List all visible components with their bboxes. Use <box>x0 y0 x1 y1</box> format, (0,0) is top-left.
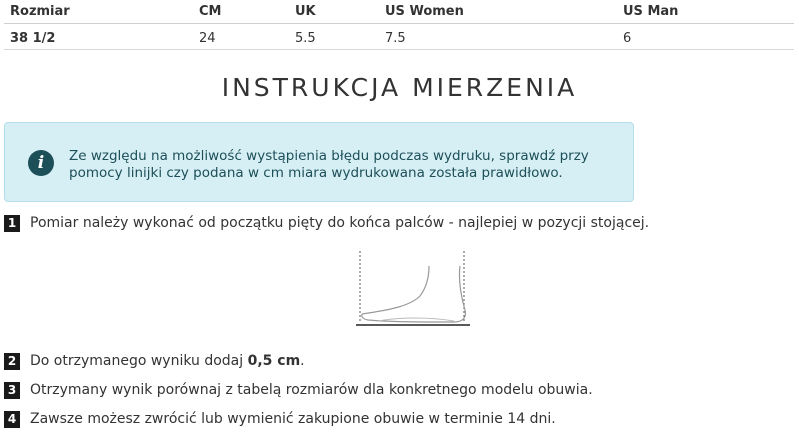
step-number: 2 <box>4 353 20 370</box>
step-text: Otrzymany wynik porównaj z tabelą rozmiarów dla konkretnego modelu obuwia. <box>30 382 593 398</box>
cell-cm: 24 <box>199 31 216 46</box>
header-cm: CM <box>199 4 222 19</box>
cell-us-man: 6 <box>623 31 632 46</box>
header-uk: UK <box>295 4 316 19</box>
step-text: Pomiar należy wykonać od początku pięty do końca palców - najlepiej w pozycji stojącej. <box>30 215 650 231</box>
header-us-women: US Women <box>385 4 464 19</box>
step-text-after: . <box>300 353 305 369</box>
step-number: 3 <box>4 382 20 399</box>
step-text-before: Do otrzymanego wyniku dodaj <box>30 353 248 369</box>
table-row <box>4 24 794 50</box>
step-text-bold: 0,5 cm <box>247 353 301 369</box>
cell-size: 38 1/2 <box>10 31 56 46</box>
cell-uk: 5.5 <box>295 31 316 46</box>
info-icon: i <box>28 150 54 176</box>
step-number: 4 <box>4 411 20 428</box>
header-size: Rozmiar <box>10 4 70 19</box>
info-alert <box>4 122 634 202</box>
step-text <box>30 352 305 371</box>
foot-measurement-icon <box>350 248 475 330</box>
size-table-header-row <box>4 0 794 24</box>
header-us-man: US Man <box>623 4 679 19</box>
cell-us-women: 7.5 <box>385 31 406 46</box>
size-table <box>4 0 794 50</box>
info-text: Ze względu na możliwość wystąpienia błędu podczas wydruku, sprawdź przy pomocy linijki czy podana w cm miara wydrukowana została prawidłowo. <box>69 148 589 181</box>
page-title: INSTRUKCJA MIERZENIA <box>221 73 578 102</box>
step-text: Zawsze możesz zwrócić lub wymienić zakupione obuwie w terminie 14 dni. <box>30 411 556 427</box>
step-number: 1 <box>4 215 20 232</box>
